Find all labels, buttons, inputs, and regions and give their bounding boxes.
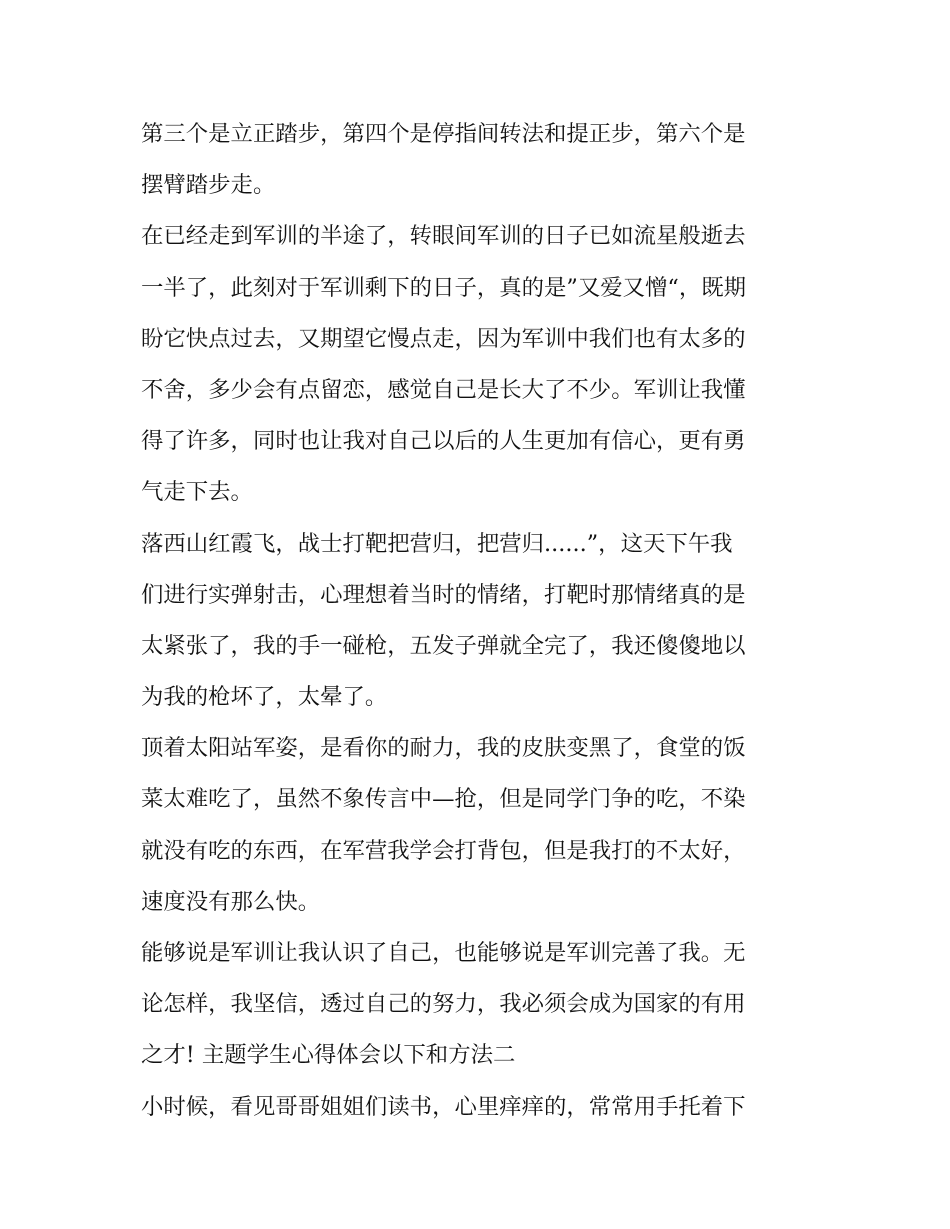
text-line: 不舍，多少会有点留恋，感觉自己是长大了不少。军训让我懂: [141, 376, 746, 403]
text-line: 能够说是军训让我认识了自己，也能够说是军训完善了我。无: [141, 940, 746, 966]
text-line: 菜太难吃了，虽然不象传言中—抢，但是同学门争的吃，不染: [141, 786, 746, 813]
text-line: 们进行实弹射击，心理想着当时的情绪，打靶时那情绪真的是: [141, 581, 746, 608]
text-line: 就没有吃的东西，在军营我学会打背包，但是我打的不太好，: [141, 837, 746, 864]
text-line: 一半了，此刻对于军训剩下的日子，真的是”又爱又憎“，既期: [141, 274, 747, 301]
text-line: 速度没有那么快。: [141, 888, 321, 915]
text-line: 太紧张了，我的手一碰枪，五发子弹就全完了，我还傻傻地以: [141, 632, 746, 659]
text-line: 摆臂踏步走。: [141, 172, 276, 199]
text-line: 得了许多，同时也让我对自己以后的人生更加有信心，更有勇: [141, 428, 746, 455]
text-line: 气走下去。: [141, 479, 253, 506]
text-line: 第三个是立正踏步，第四个是停指间转法和提正步，第六个是: [141, 121, 746, 147]
body-text: [141, 109, 821, 1133]
text-line: 顶着太阳站军姿，是看你的耐力，我的皮肤变黑了，食堂的饭: [141, 735, 746, 762]
text-line: 在已经走到军训的半途了，转眼间军训的日子已如流星般逝去: [141, 223, 746, 250]
text-line: 论怎样，我坚信，透过自己的努力，我必须会成为国家的有用: [141, 991, 746, 1018]
text-line: 小时候，看见哥哥姐姐们读书，心里痒痒的，常常用手托着下: [141, 1093, 746, 1120]
text-line: 盼它快点过去，又期望它慢点走，因为军训中我们也有太多的: [141, 325, 746, 352]
text-line: 为我的枪坏了，太晕了。: [141, 684, 388, 711]
text-line: 之才! 主题学生心得体会以下和方法二: [141, 1042, 516, 1069]
text-line: 落西山红霞飞，战士打靶把营归，把营归......”，这天下午我: [141, 530, 733, 557]
